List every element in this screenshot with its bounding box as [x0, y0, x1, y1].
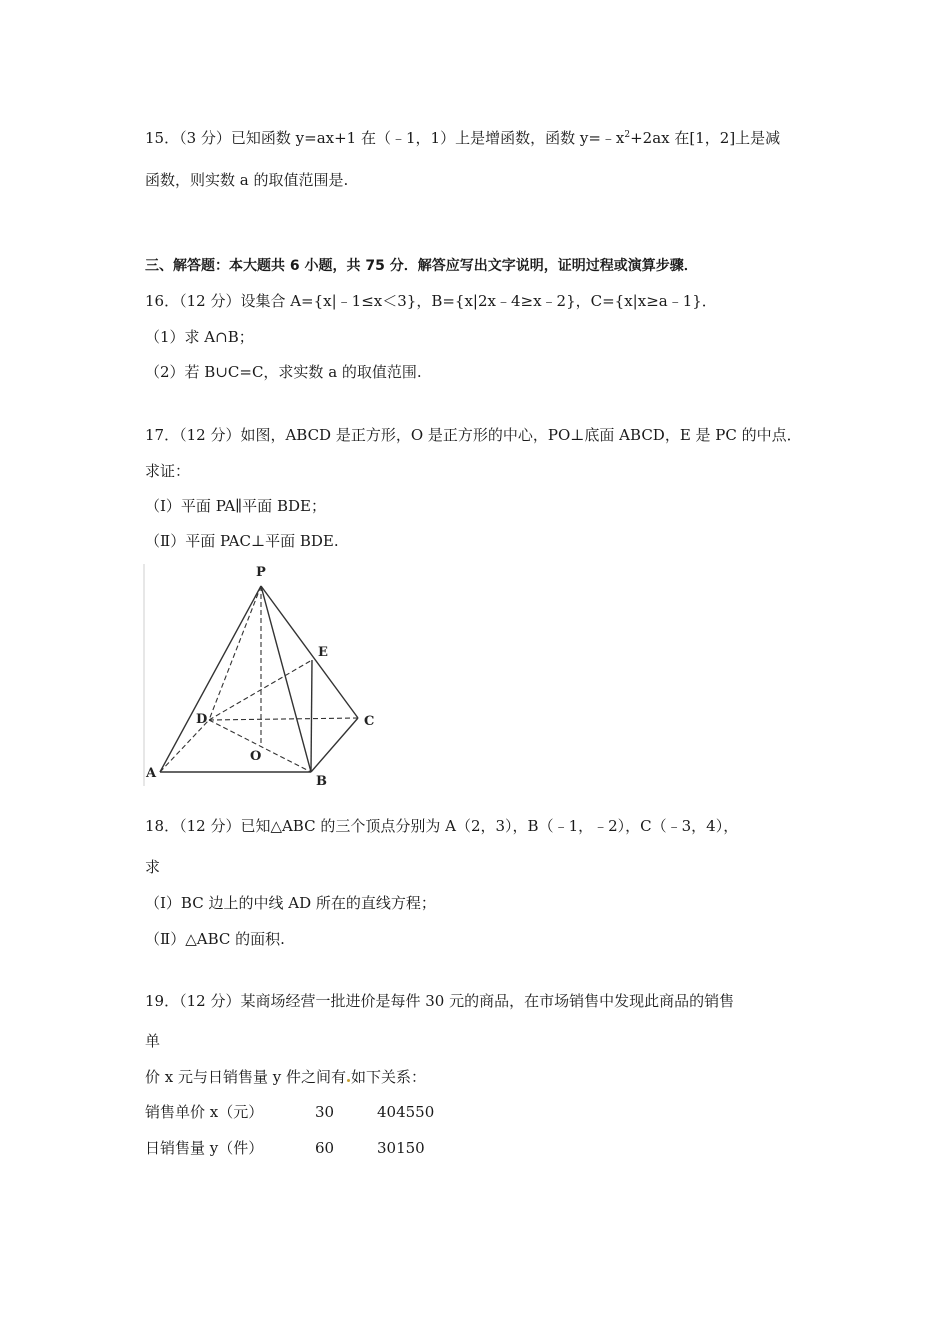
q18-part2: （Ⅱ）△ABC 的面积. — [145, 930, 285, 948]
solid-edges — [160, 586, 358, 772]
edge-PB — [261, 586, 311, 772]
q15-line1 — [145, 128, 780, 148]
q15-line1-text-b: +2ax 在[1，2]上是减 — [630, 129, 781, 147]
label-A: A — [146, 766, 157, 781]
q17-part1: （Ⅰ）平面 PA∥平面 BDE； — [145, 497, 326, 515]
label-D: D — [196, 712, 208, 727]
dashed-edges — [160, 586, 358, 772]
q16-part1: （1）求 A∩B； — [145, 328, 254, 346]
section3-heading: 三、解答题：本大题共 6 小题，共 75 分．解答应写出文字说明，证明过程或演算步骤． — [145, 258, 698, 274]
q17-part2: （Ⅱ）平面 PAC⊥平面 BDE. — [145, 532, 339, 550]
q19-line3-text-a: 价 x 元与日销售量 y 件之间有 — [145, 1068, 347, 1086]
q16-stem: 16．（12 分）设集合 A={x|﹣1≤x＜3}，B={x|2x﹣4≥x﹣2}，C={x|x≥a﹣1}． — [145, 292, 717, 310]
table-row-value1: 60 — [315, 1139, 335, 1157]
table-row-value2: 404550 — [377, 1103, 435, 1121]
edge-PC — [261, 586, 358, 718]
table-row-label: 日销售量 y（件） — [145, 1139, 264, 1157]
q18-stem: 18．（12 分）已知△ABC 的三个顶点分别为 A（2，3），B（﹣1，﹣2），C（﹣3，4）， — [145, 817, 739, 835]
label-P: P — [256, 565, 266, 580]
stray-dot — [347, 1079, 350, 1082]
edge-BE — [311, 660, 312, 772]
edge-DC — [209, 718, 358, 720]
edge-DB — [209, 720, 311, 772]
q18-ask: 求 — [145, 858, 161, 876]
edge-BC — [311, 718, 358, 772]
q15-line1-text-a: 15．（3 分）已知函数 y=ax+1 在（﹣1，1）上是增函数，函数 y=﹣x — [145, 129, 625, 147]
q18-part1: （Ⅰ）BC 边上的中线 AD 所在的直线方程； — [145, 894, 436, 912]
q16-part2: （2）若 B∪C=C，求实数 a 的取值范围. — [145, 363, 422, 381]
table-row-value2: 30150 — [377, 1139, 425, 1157]
q17-stem: 17．（12 分）如图，ABCD 是正方形，O 是正方形的中心，PO⊥底面 ABCD，E 是 PC 的中点． — [145, 426, 802, 444]
label-C: C — [364, 714, 375, 729]
q19-line3 — [145, 1067, 426, 1087]
table-row-label: 销售单价 x（元） — [145, 1103, 264, 1121]
q15-exponent: 2 — [624, 130, 631, 140]
label-E: E — [318, 645, 328, 660]
q19-stem: 19．（12 分）某商场经营一批进价是每件 30 元的商品，在市场销售中发现此商品的销售 — [145, 992, 735, 1010]
pyramid-figure — [140, 560, 390, 790]
label-B: B — [316, 774, 327, 789]
table-row-value1: 30 — [315, 1103, 335, 1121]
q19-stem-cont: 单 — [145, 1032, 161, 1050]
q17-prove: 求证： — [145, 462, 191, 480]
q19-line3-text-b: 如下关系： — [351, 1068, 427, 1086]
label-O: O — [250, 749, 262, 764]
edge-PA — [160, 586, 261, 772]
q15-line2: 函数，则实数 a 的取值范围是. — [145, 171, 349, 189]
edge-PD — [209, 586, 261, 720]
